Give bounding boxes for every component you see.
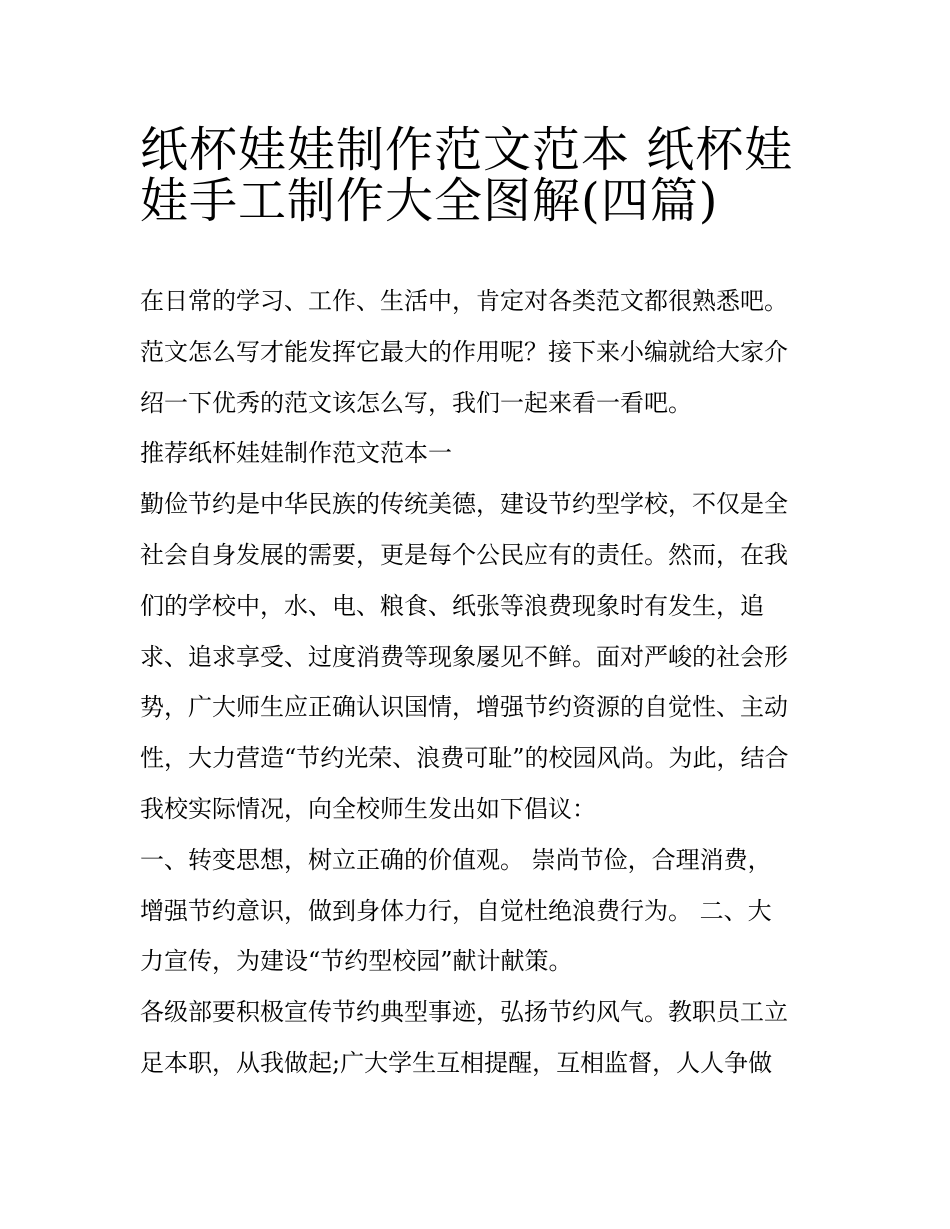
document-title [140, 112, 820, 229]
body-line: 们的学校中，水、电、粮食、纸张等浪费现象时有发生，追 [140, 591, 764, 620]
document-body [140, 276, 820, 1089]
body-line: 足本职，从我做起;广大学生互相提醒，互相监督，人人争做 [140, 1048, 773, 1077]
body-line: 力宣传，为建设“节约型校园”献计献策。 [140, 947, 573, 976]
section-heading: 推荐纸杯娃娃制作范文范本一 [140, 439, 452, 468]
body-line: 绍一下优秀的范文该怎么写，我们一起来看一看吧。 [140, 388, 692, 417]
title-line: 娃手工制作大全图解(四篇) [140, 172, 719, 229]
body-line: 勤俭节约是中华民族的传统美德，建设节约型学校，不仅是全 [140, 490, 788, 519]
body-line: 我校实际情况，向全校师生发出如下倡议： [140, 794, 596, 823]
body-line: 性，大力营造“节约光荣、浪费可耻”的校园风尚。为此，结合 [140, 744, 789, 773]
body-line: 社会自身发展的需要，更是每个公民应有的责任。然而，在我 [140, 540, 788, 569]
body-line: 求、追求享受、过度消费等现象屡见不鲜。面对严峻的社会形 [140, 642, 788, 671]
title-line: 纸杯娃娃制作范文范本 纸杯娃 [140, 122, 794, 178]
body-line: 各级部要积极宣传节约典型事迹，弘扬节约风气。教职员工立 [140, 998, 788, 1027]
body-line: 在日常的学习、工作、生活中，肯定对各类范文都很熟悉吧。 [140, 287, 788, 315]
body-line: 增强节约意识，做到身体力行，自觉杜绝浪费行为。 二、大 [140, 896, 772, 925]
body-line: 一、转变思想，树立正确的价值观。 崇尚节俭，合理消费， [140, 845, 772, 874]
body-line: 范文怎么写才能发挥它最大的作用呢？接下来小编就给大家介 [140, 337, 788, 366]
body-line: 势，广大师生应正确认识国情，增强节约资源的自觉性、主动 [140, 693, 788, 722]
